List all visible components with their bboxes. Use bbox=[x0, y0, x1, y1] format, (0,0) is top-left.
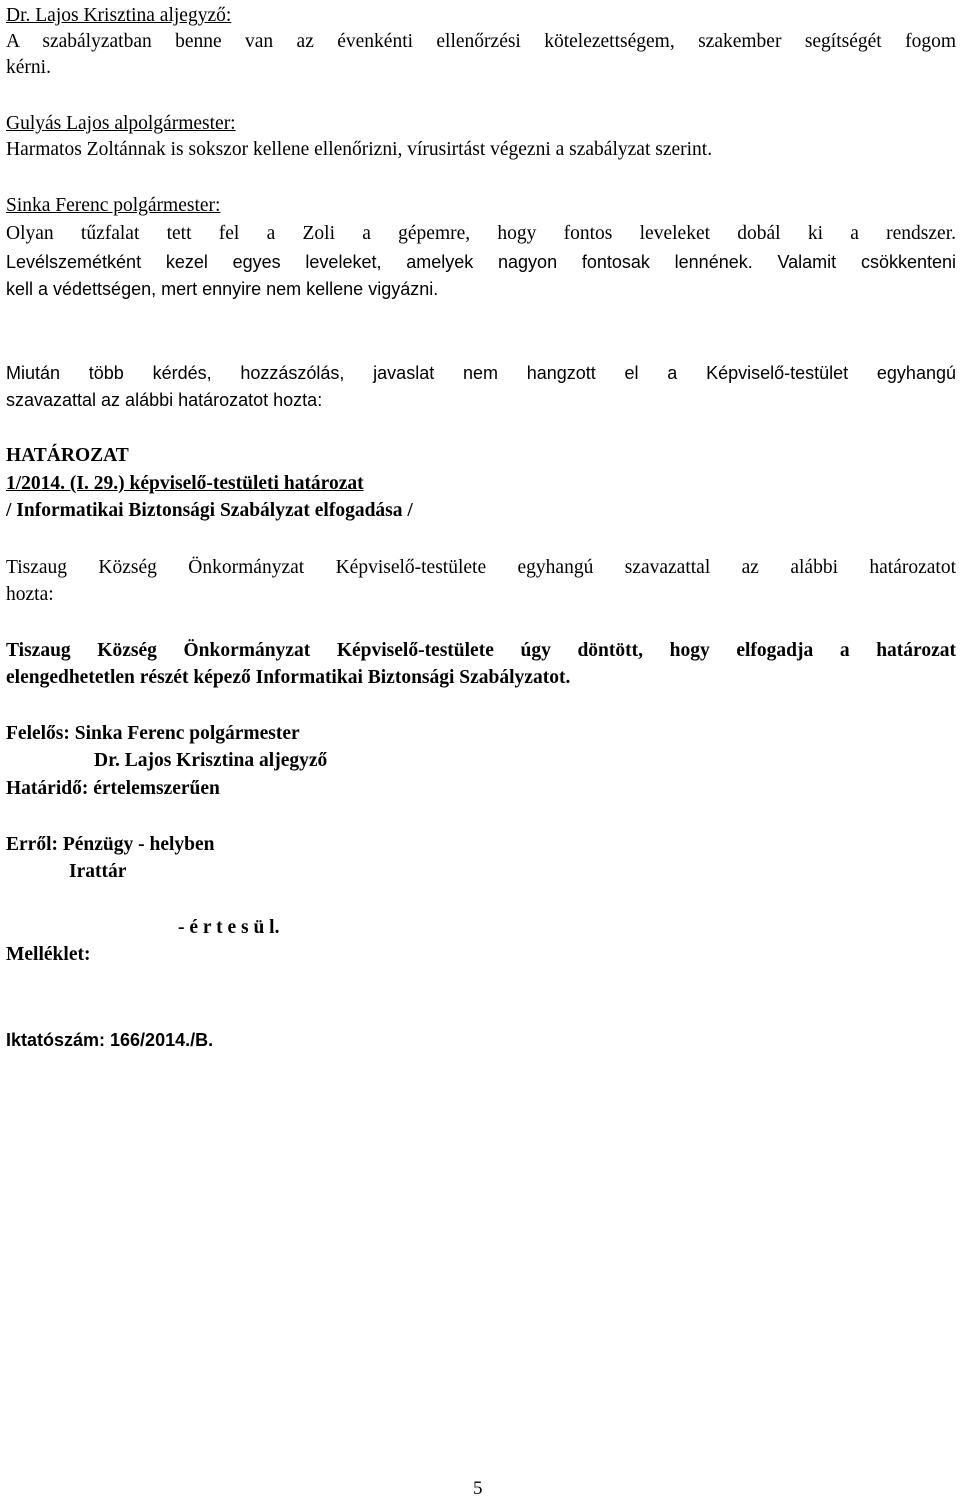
speaker-heading: Gulyás Lajos alpolgármester: bbox=[6, 113, 236, 134]
resolution-heading: HATÁROZAT bbox=[6, 445, 129, 466]
notify-second-line: Irattár bbox=[69, 861, 127, 882]
speaker-heading: Dr. Lajos Krisztina aljegyző: bbox=[6, 5, 232, 26]
responsible-second-line: Dr. Lajos Krisztina aljegyző bbox=[94, 750, 328, 771]
paragraph-line: hozta: bbox=[6, 584, 54, 605]
responsible-line: Felelős: Sinka Ferenc polgármester bbox=[6, 723, 300, 744]
paragraph-line: Levélszemétként kezel egyes leveleket, amelyek nagyon fontosak lennének. Valamit csökkenteni bbox=[6, 252, 956, 272]
paragraph-line: szavazattal az alábbi határozatot hozta: bbox=[6, 390, 323, 410]
paragraph-line: Miután több kérdés, hozzászólás, javaslat nem hangzott el a Képviselő-testület egyhangú bbox=[6, 363, 956, 383]
paragraph-line: Harmatos Zoltánnak is sokszor kellene ellenőrizni, vírusirtást végezni a szabályzat szerint. bbox=[6, 139, 713, 160]
paragraph-line: Tiszaug Község Önkormányzat Képviselő-testülete egyhangú szavazattal az alábbi határozatot bbox=[6, 557, 956, 578]
resolution-number: 1/2014. (I. 29.) képviselő-testületi határozat bbox=[6, 473, 364, 494]
notify-line: Erről: Pénzügy - helyben bbox=[6, 834, 215, 855]
paragraph-line: A szabályzatban benne van az évenkénti ellenőrzési kötelezettségem, szakember segítségét fogom bbox=[6, 31, 956, 52]
attachment-line: Melléklet: bbox=[6, 944, 91, 965]
decision-line: elengedhetetlen részét képező Informatikai Biztonsági Szabályzatot. bbox=[6, 667, 571, 688]
deadline-line: Határidő: értelemszerűen bbox=[6, 778, 220, 799]
file-number: Iktatószám: 166/2014./B. bbox=[6, 1030, 214, 1050]
notified-line: - é r t e s ü l. bbox=[178, 917, 280, 938]
resolution-subject: / Informatikai Biztonsági Szabályzat elfogadása / bbox=[6, 500, 413, 521]
paragraph-line: kérni. bbox=[6, 57, 51, 78]
page-number: 5 bbox=[473, 1478, 483, 1499]
paragraph-line: kell a védettségen, mert ennyire nem kellene vigyázni. bbox=[6, 279, 439, 299]
paragraph-line: Olyan tűzfalat tett fel a Zoli a gépemre, hogy fontos leveleket dobál ki a rendszer. bbox=[6, 223, 956, 244]
speaker-heading: Sinka Ferenc polgármester: bbox=[6, 195, 221, 216]
decision-line: Tiszaug Község Önkormányzat Képviselő-testülete úgy döntött, hogy elfogadja a határozat bbox=[6, 640, 956, 661]
